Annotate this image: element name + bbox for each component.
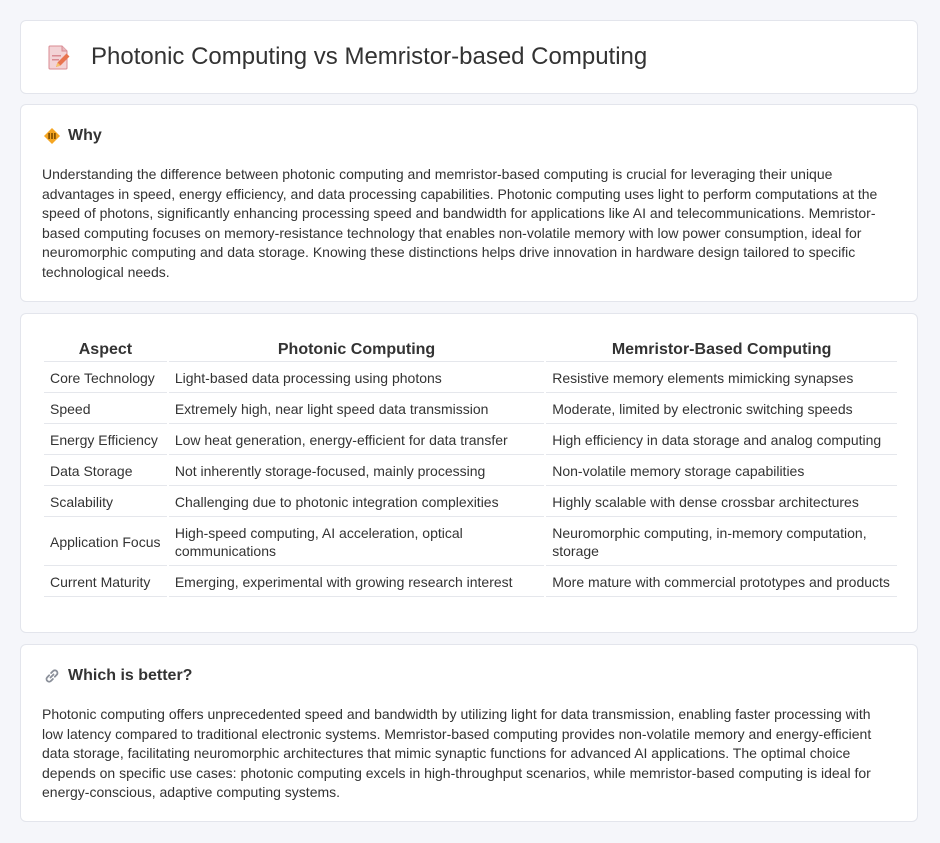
cell-photonic: Challenging due to photonic integration complexities (169, 488, 544, 517)
cell-memristor: High efficiency in data storage and analog computing (546, 426, 897, 455)
cell-memristor: Moderate, limited by electronic switching speeds (546, 395, 897, 424)
page-title: Photonic Computing vs Memristor-based Computing (91, 43, 648, 70)
link-icon (43, 667, 61, 685)
table-row (44, 519, 897, 566)
comparison-table (42, 334, 899, 599)
table-row (44, 364, 897, 393)
cell-photonic: Extremely high, near light speed data transmission (169, 395, 544, 424)
cell-photonic: Light-based data processing using photons (169, 364, 544, 393)
table-row (44, 395, 897, 424)
cell-aspect: Speed (44, 395, 167, 424)
why-card (20, 104, 918, 302)
table-row (44, 488, 897, 517)
cell-photonic: Not inherently storage-focused, mainly processing (169, 457, 544, 486)
cell-memristor: Non-volatile memory storage capabilities (546, 457, 897, 486)
cell-aspect: Data Storage (44, 457, 167, 486)
header-memristor: Memristor-Based Computing (546, 336, 897, 362)
cell-memristor: Resistive memory elements mimicking synapses (546, 364, 897, 393)
cell-photonic: Emerging, experimental with growing research interest (169, 568, 544, 597)
why-heading (43, 127, 102, 145)
why-text: Understanding the difference between photonic computing and memristor-based computing is crucial for leveraging their unique advantages in speed, energy efficiency, and data processing capabilities. Photonic computing uses light to perform computations at the speed of photons, significantly enhancing processing speed and bandwidth for applications like AI and telecommunications. Memristor-based computing focuses on memory-resistance technology that enables non-volatile memory with low power consumption, ideal for neuromorphic computing and data storage. Knowing these distinctions helps drive innovation in hardware design tailored to specific technological needs. (42, 166, 878, 280)
why-title: Why (68, 127, 102, 144)
table-row (44, 426, 897, 455)
cell-memristor: More mature with commercial prototypes and products (546, 568, 897, 597)
header-aspect: Aspect (44, 336, 167, 362)
header-photonic: Photonic Computing (169, 336, 544, 362)
better-card (20, 644, 918, 822)
diamond-warning-icon (43, 127, 61, 145)
cell-photonic: High-speed computing, AI acceleration, optical communications (169, 519, 544, 566)
cell-aspect: Application Focus (44, 519, 167, 566)
comparison-card (20, 313, 918, 633)
document-pencil-icon (47, 43, 71, 71)
better-title: Which is better? (68, 667, 193, 684)
table-row (44, 457, 897, 486)
table-header-row (44, 336, 897, 362)
better-heading (43, 667, 192, 685)
cell-aspect: Core Technology (44, 364, 167, 393)
better-text: Photonic computing offers unprecedented speed and bandwidth by utilizing light for data transmission, enabling faster processing with low latency compared to traditional electronic systems. Memristor-based computing provides non-volatile memory and energy-efficient data storage, facilitating neuromorphic architectures that mimic synaptic functions for advanced AI applications. The optimal choice depends on specific use cases: photonic computing excels in high-throughput scenarios, while memristor-based computing is ideal for energy-conscious, adaptive computing systems. (42, 706, 872, 800)
title-card (20, 20, 918, 94)
cell-memristor: Neuromorphic computing, in-memory computation, storage (546, 519, 897, 566)
cell-photonic: Low heat generation, energy-efficient for data transfer (169, 426, 544, 455)
title-row (47, 43, 647, 71)
cell-aspect: Energy Efficiency (44, 426, 167, 455)
table-row (44, 568, 897, 597)
cell-aspect: Current Maturity (44, 568, 167, 597)
cell-aspect: Scalability (44, 488, 167, 517)
cell-memristor: Highly scalable with dense crossbar architectures (546, 488, 897, 517)
